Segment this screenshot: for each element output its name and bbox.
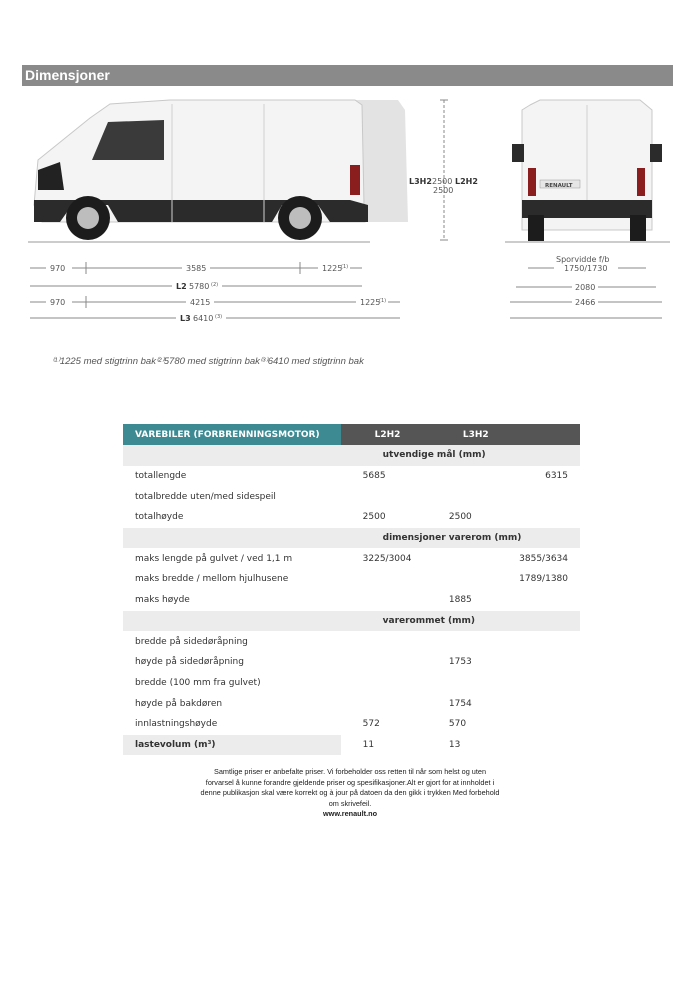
rear-overhang-l3-note: (1) (379, 298, 387, 304)
row-label: høyde på sidedøråpning (135, 657, 244, 668)
l2-note: (2) (211, 282, 219, 288)
table-row (123, 507, 580, 528)
dimension-drawing (0, 0, 700, 380)
row-value-1: 5685 (362, 471, 386, 482)
row-value-2 (437, 569, 515, 590)
group-title: varerommet (mm) (341, 611, 580, 632)
table-row (123, 590, 580, 611)
row-value-3: 3855/3634 (519, 553, 568, 564)
height-label-l2h2: L2H2 (455, 177, 478, 186)
row-value-3 (515, 693, 580, 714)
side-view-van (28, 100, 370, 242)
table-header-col2: L3H2 (437, 424, 515, 445)
table-header-label: VAREBILER (FORBRENNINGSMOTOR) (123, 424, 341, 445)
width-mirrors-value: 2466 (575, 298, 596, 307)
row-label: bredde (100 mm fra gulvet) (135, 677, 261, 688)
row-value-2: 1885 (448, 595, 472, 606)
row-value-1: 11 (362, 739, 375, 750)
table-row (123, 673, 580, 694)
table-row (123, 631, 580, 652)
row-label: maks høyde (135, 595, 190, 606)
row-value-1 (341, 569, 437, 590)
row-value-3 (515, 652, 580, 673)
height-value-l2h2: 2500 (433, 186, 454, 195)
table-row (123, 466, 580, 487)
table-row (123, 714, 580, 735)
row-value-3 (515, 714, 580, 735)
row-value-2 (437, 486, 515, 507)
row-value-2 (437, 548, 515, 569)
row-value-3 (515, 631, 580, 652)
rear-view-van (505, 100, 670, 242)
disclaimer-text: Samtlige priser er anbefalte priser. Vi forbeholder oss retten til når som helst og uten forvarsel å kunne forandre gjeldende priser og spesifikasjoner.Alt er gjort for at innholdet i denne publikasjon skal være korrekt og à jour på datoen da den gikk i trykken Med forbehold om skrivefeil. (200, 767, 500, 808)
front-overhang-l3: 970 (50, 298, 66, 307)
row-value-2: 570 (448, 719, 467, 730)
table-row (123, 569, 580, 590)
track-label: Sporvidde f/b (556, 255, 610, 264)
section-title: Dimensjoner (25, 67, 110, 83)
row-value-2: 2500 (448, 512, 472, 523)
row-value-2: 13 (448, 739, 461, 750)
row-value-1 (341, 693, 437, 714)
row-value-3: 6315 (545, 471, 568, 482)
row-value-2 (437, 631, 515, 652)
row-value-1 (341, 673, 437, 694)
group-title: utvendige mål (mm) (341, 445, 580, 466)
row-label: maks bredde / mellom hjulhusene (135, 574, 289, 585)
table-row (123, 735, 580, 756)
width-value: 2080 (575, 283, 596, 292)
row-value-3 (515, 486, 580, 507)
row-value-2: 1753 (448, 657, 472, 668)
row-label: innlastningshøyde (135, 719, 218, 730)
row-label: maks lengde på gulvet / ved 1,1 m (135, 553, 293, 564)
wheelbase-l3: 4215 (190, 298, 211, 307)
row-value-2 (437, 673, 515, 694)
row-value-3: 1789/1380 (519, 574, 568, 585)
rear-overhang-l2-note: (1) (341, 264, 349, 270)
l3-label: L3 (180, 314, 191, 323)
rear-overhang-l3: 1225 (360, 298, 381, 307)
row-value-1: 2500 (362, 512, 386, 523)
row-value-1 (341, 652, 437, 673)
wheelbase-l2: 3585 (186, 264, 207, 273)
height-label-l3h2: L3H2 (409, 177, 432, 186)
table-row (123, 693, 580, 714)
table-header-col1: L2H2 (341, 424, 437, 445)
table-row (123, 652, 580, 673)
length-dimensions (30, 262, 400, 324)
l2-value: 5780 (189, 282, 210, 291)
row-label: høyde på bakdøren (135, 698, 223, 709)
table-group-header (123, 611, 580, 632)
row-value-1 (341, 486, 437, 507)
row-label: totalhøyde (135, 512, 184, 523)
row-value-3 (515, 507, 580, 528)
row-label: totallengde (135, 471, 187, 482)
row-value-3 (515, 590, 580, 611)
rear-dimensions (510, 254, 662, 318)
table-row (123, 486, 580, 507)
rear-overhang-l2: 1225 (322, 264, 343, 273)
table-group-header (123, 445, 580, 466)
row-value-2: 1754 (448, 698, 472, 709)
row-value-1: 3225/3004 (362, 553, 412, 564)
row-value-1 (341, 590, 437, 611)
rear-badge: RENAULT (545, 183, 573, 189)
table-header (123, 424, 580, 445)
footnote: ⁽¹⁾1225 med stigtrinn bak⁽²⁾5780 med stigtrinn bak⁽³⁾6410 med stigtrinn bak (52, 356, 364, 367)
spec-table (123, 424, 580, 755)
height-value-l3h2: 2500 (432, 177, 453, 186)
website-link[interactable]: www.renault.no (322, 809, 378, 819)
row-label: bredde på sidedøråpning (135, 636, 248, 647)
front-overhang-l2: 970 (50, 264, 66, 273)
row-value-1 (341, 631, 437, 652)
row-value-2 (437, 466, 515, 487)
row-value-3 (515, 673, 580, 694)
row-label: lastevolum (m³) (123, 735, 341, 756)
height-dimension (409, 100, 478, 240)
row-value-1: 572 (362, 719, 380, 730)
l3-value: 6410 (193, 314, 214, 323)
table-row (123, 548, 580, 569)
row-label: totalbredde uten/med sidespeil (135, 491, 276, 502)
table-group-header (123, 528, 580, 549)
l3-note: (3) (215, 314, 223, 320)
group-title: dimensjoner varerom (mm) (341, 528, 580, 549)
table-body (123, 445, 580, 755)
l2-label: L2 (176, 282, 187, 291)
row-value-3 (515, 735, 580, 756)
disclaimer (200, 767, 500, 820)
track-value: 1750/1730 (564, 264, 608, 273)
